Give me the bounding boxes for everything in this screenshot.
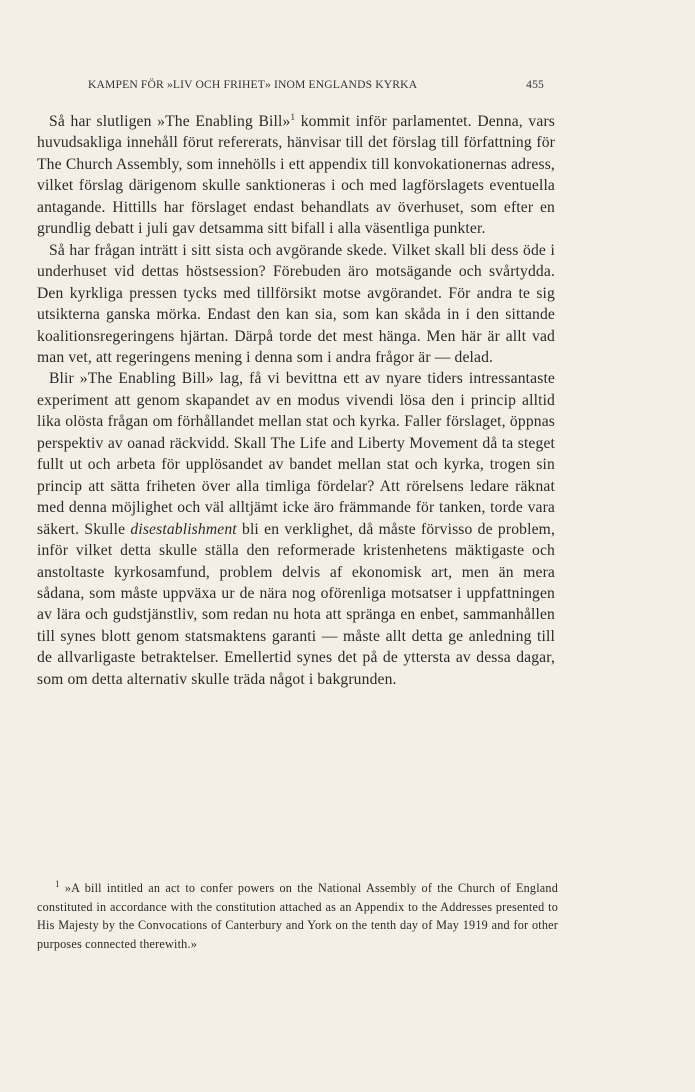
footnote-1 — [37, 879, 558, 953]
running-title: KAMPEN FÖR »LIV OCH FRIHET» INOM ENGLANDS KYRKA — [88, 78, 418, 91]
footnotes — [37, 879, 558, 953]
footnote-marker: 1 — [55, 878, 60, 889]
paragraph-1-rest: kommit inför parlamentet. Denna, vars huvudsakliga innehåll förut refererats, hänvisar till det förslag till författning för The Church Assembly, som innehölls i ett appendix till konvokationernas adress, vilket förslag därigenom skulle sanktioneras i och med lagförslagets eventuella antagande. Hittills har förslaget endast behandlats av överhuset, som efter en grundlig debatt i juli gav detsamma sitt bifall i alla väsentliga punkter. — [37, 113, 555, 238]
running-header — [88, 78, 544, 91]
footnote-text: »A bill intitled an act to confer powers on the National Assembly of the Church of England constituted in accordance with the constitution attached as an Appendix to the Addresses presented to His Majesty by the Convocations of Canterbury and York on the tenth day of May 1919 and for other purposes connected therewith.» — [37, 881, 558, 951]
paragraph-1-start: Så har slutligen »The Enabling Bill» — [49, 113, 291, 130]
paragraph-2: Så har frågan inträtt i sitt sista och avgörande skede. Vilket skall bli dess öde i underhuset vid dettas höstsession? Förebuden äro motsägande och svårtydda. Den kyrkliga pressen tycks med tillförsikt motse avgörandet. För andra te sig utsikterna ganska mörka. Endast den kan sia, som kan skåda in i den sittande koalitionsregeringens hjärtan. Därpå torde det mest hänga. Men här är allt vad man vet, att regeringens mening i denna som i andra frågor är — delad. — [37, 241, 555, 366]
paragraph-3-start: Blir »The Enabling Bill» lag, få vi bevittna ett av nyare tiders intressantaste experiment att genom skapandet av en modus vivendi lösa den i princip alltid lika olösta frågan om förhållandet mellan stat och kyrka. Faller förslaget, öppnas perspektiv av oanad räckvidd. Skall The Life and Liberty Movement då ta steget fullt ut och arbeta för upplösandet av bandet mellan stat och kyrka, trogen sin princip att sätta friheten över alla timliga fördelar? Att rörelsens ledare räknat med denna möjlighet och väl alltjämt icke äro främmande för tanken, torde vara säkert. Skulle — [37, 370, 555, 538]
paragraph-3-rest: bli en verklighet, då måste förvisso de problem, inför vilket detta skulle ställa den reformerade kristenhetens mäktigaste och anstoltaste kyrkosamfund, problem delvis af ekonomisk art, men än mera sådana, som måste uppväxa ur de nära nog oförenliga motsatser i uppfattningen av lära och gudstjänstliv, som redan nu hota att spränga en enbet, sammanhållen till synes blott genom statsmaktens garanti — måste allt detta ge anledning till de allvarligaste betraktelser. Emellertid synes det på de yttersta av dessa dagar, som om detta alternativ skulle träda något i bakgrunden. — [37, 520, 555, 688]
page-number: 455 — [526, 78, 544, 91]
paragraph-1 — [37, 111, 555, 240]
paragraph-3 — [37, 368, 555, 690]
body-text — [37, 111, 555, 690]
italic-term: disestablishment — [130, 520, 237, 538]
footnote-reference: 1 — [290, 111, 296, 122]
